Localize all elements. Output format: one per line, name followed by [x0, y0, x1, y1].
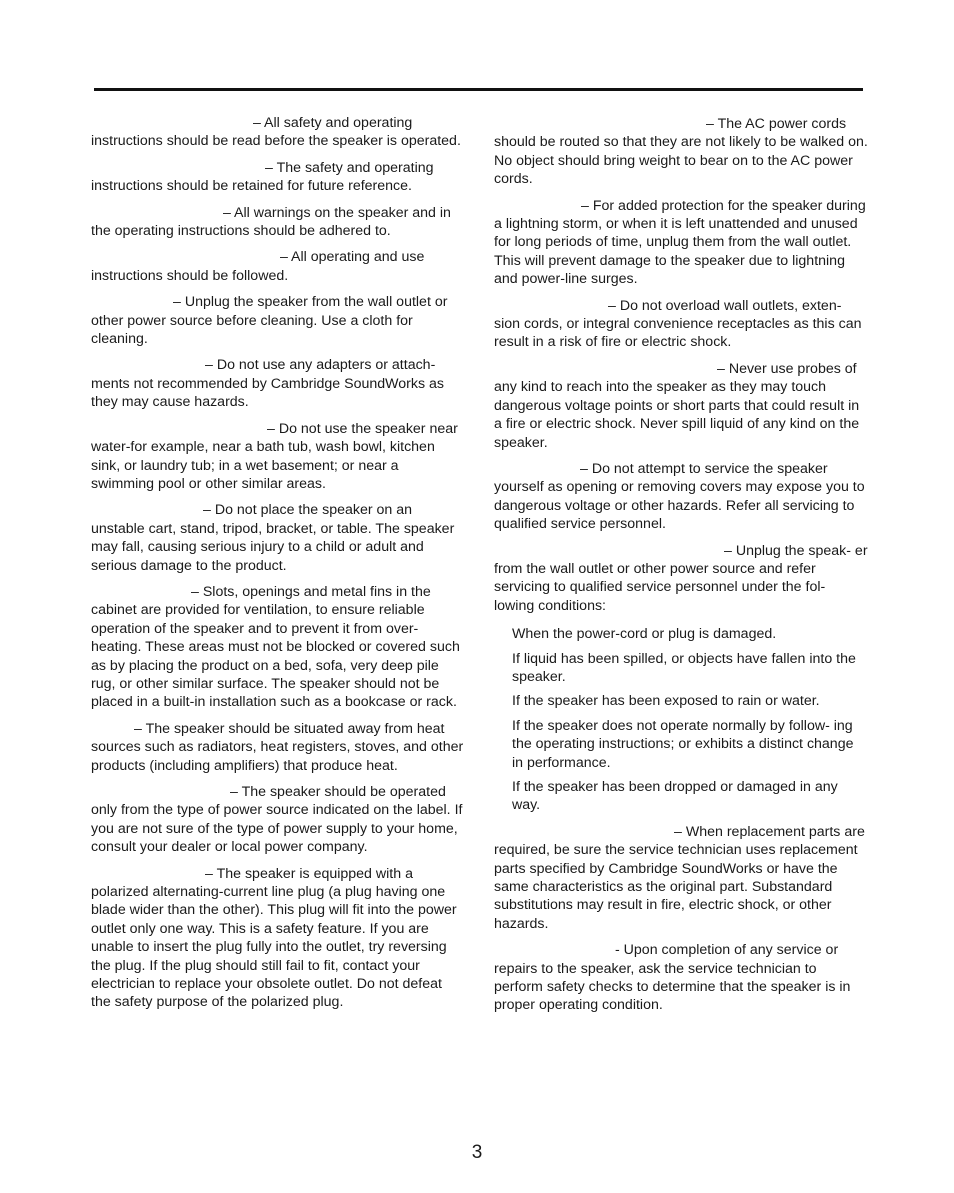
header-rule [94, 88, 863, 91]
right-column [494, 115, 868, 1023]
safety-ventilation: – Slots, openings and metal fins in the cabinet are provided for ventilation, to ensure reliable operation of the speaker and to prevent it from over- heating. These areas must not be blocked or covered such as by placing the product on a bed, sofa, very deep pile rug, or other similar surface. The speaker should not be placed in a built-in installation such as a bookcase or rack. [91, 583, 460, 711]
safety-replacement-parts: – When replacement parts are required, be sure the service technician uses replacement parts specified by Cambridge SoundWorks or have the same characteristics as the original part. Substandard substitutions may result in fire, electric shock, or other hazards. [494, 823, 865, 932]
service-condition-item: If the speaker has been exposed to rain or water. [512, 693, 820, 710]
safety-accessories: – Do not place the speaker on an unstable cart, stand, tripod, bracket, or table. The speaker may fall, causing serious injury to a child or adult and serious damage to the product. [91, 502, 455, 574]
safety-polarization: – The speaker is equipped with a polarized alternating-current line plug (a plug having one blade wider than the other). This plug will fit into the power outlet only one way. This is a safety feature. If you are unable to insert the plug fully into the outlet, try reversing the plug. If the plug should still fail to fit, contact your electrician to replace your obsolete outlet. Do not defeat the safety purpose of the polarized plug. [91, 865, 457, 1011]
left-column [91, 114, 465, 1020]
safety-read-instructions: – All safety and operating instructions should be read before the speaker is operated. [91, 115, 461, 150]
safety-retain-instructions: – The safety and operating instructions should be retained for future reference. [91, 159, 434, 195]
safety-object-liquid-entry: – Never use probes of any kind to reach into the speaker as they may touch dangerous voltage points or short parts that could result in a fire or electric shock. Never spill liquid of any kind on the speaker. [494, 360, 860, 451]
service-condition-item: If the speaker has been dropped or damaged in any way. [512, 779, 838, 814]
safety-attachments: – Do not use any adapters or attach- ments not recommended by Cambridge SoundWorks as they may cause hazards. [91, 357, 445, 411]
safety-damage-requiring-service: – Unplug the speak- er from the wall outlet or other power source and refer servicing to qualified service personnel under the fol- lowing conditions: [494, 542, 868, 614]
safety-water-moisture: – Do not use the speaker near water-for example, near a bath tub, wash bowl, kitchen sink, or laundry tub; in a wet basement; or near a swimming pool or other similar areas. [91, 420, 458, 492]
safety-power-sources: – The speaker should be operated only from the type of power source indicated on the label. If you are not sure of the type of power supply to your home, consult your dealer or local power company. [91, 784, 463, 856]
safety-lightning: – For added protection for the speaker during a lightning storm, or when it is left unattended and unused for long periods of time, unplug them from the wall outlet. This will prevent damage to the speaker due to lightning and power-line surges. [494, 197, 866, 288]
safety-check: - Upon completion of any service or repairs to the speaker, ask the service technician to perform safety checks to determine that the speaker is in proper operating condition. [494, 942, 851, 1014]
service-condition-item: When the power-cord or plug is damaged. [512, 626, 777, 643]
safety-overloading: – Do not overload wall outlets, exten- sion cords, or integral convenience receptacles as this can result in a risk of fire or electric shock. [494, 297, 862, 351]
safety-cleaning: – Unplug the speaker from the wall outlet or other power source before cleaning. Use a cloth for cleaning. [91, 294, 448, 348]
safety-heat: – The speaker should be situated away from heat sources such as radiators, heat registers, stoves, and other products (including amplifiers) that produce heat. [91, 720, 464, 774]
safety-follow-instructions: – All operating and use instructions should be followed. [91, 249, 425, 284]
safety-heed-warnings: – All warnings on the speaker and in the operating instructions should be adhered to. [91, 204, 451, 240]
safety-power-cord-protection: – The AC power cords should be routed so that they are not likely to be walked on. No object should bring weight to bear on to the AC power cords. [494, 116, 868, 188]
service-condition-item: If the speaker does not operate normally by follow- ing the operating instructions; or exhibits a distinct change in performance. [512, 717, 854, 771]
service-condition-item: If liquid has been spilled, or objects have fallen into the speaker. [512, 650, 856, 685]
page-number: 3 [471, 1142, 483, 1163]
safety-servicing: – Do not attempt to service the speaker yourself as opening or removing covers may expose you to dangerous voltage or other hazards. Refer all servicing to qualified service personnel. [494, 460, 865, 533]
